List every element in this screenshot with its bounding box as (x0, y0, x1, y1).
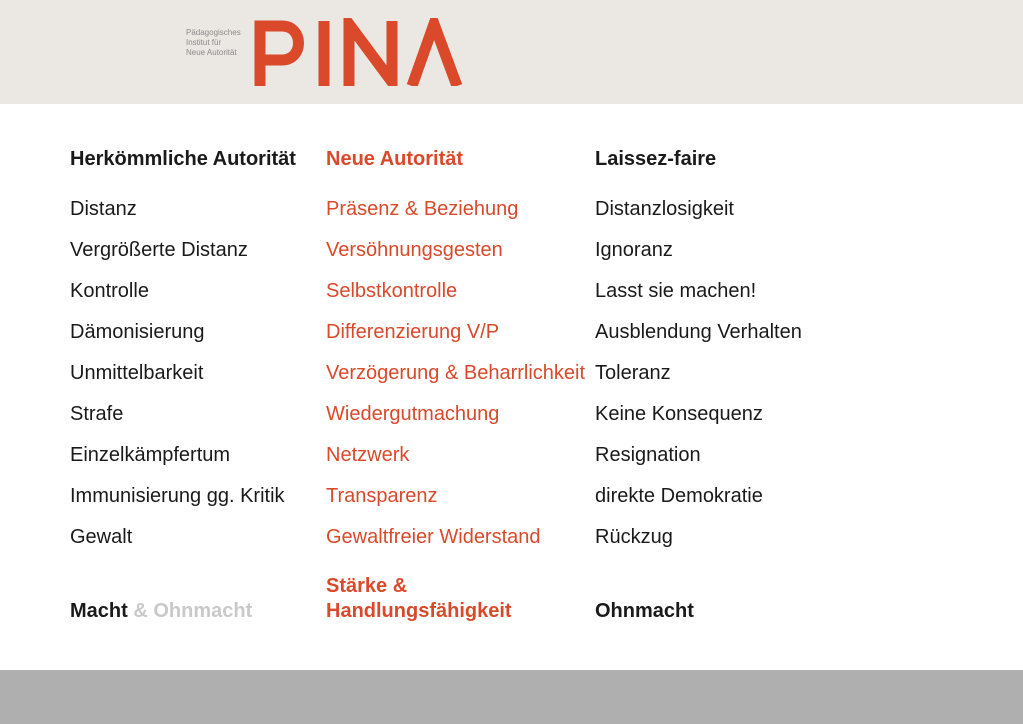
list-item: Ignoranz (595, 239, 673, 261)
institute-line: Institut für (186, 38, 222, 47)
list-item: Verzögerung & Beharrlichkeit (326, 362, 586, 384)
list-item: Lasst sie machen! (595, 280, 757, 302)
list-item: Distanzlosigkeit (595, 198, 734, 220)
list-item: Dämonisierung (70, 321, 205, 343)
list-item: Differenzierung V/P (326, 321, 500, 343)
list-item: Unmittelbarkeit (70, 362, 204, 384)
list-item: Immunisierung gg. Kritik (70, 485, 285, 507)
list-item: Resignation (595, 444, 701, 466)
footer-suffix-text: & Ohnmacht (133, 600, 253, 622)
list-item: Strafe (70, 403, 124, 425)
footer-bar (0, 670, 1023, 724)
list-item: Versöhnungsgesten (326, 239, 503, 261)
list-item: Vergrößerte Distanz (70, 239, 248, 261)
list-item: Gewaltfreier Widerstand (326, 526, 541, 548)
institute-line: Neue Autorität (186, 48, 237, 57)
column-header-new: Neue Autorität (326, 148, 464, 170)
list-item: Distanz (70, 198, 137, 220)
column-footer-new-line1: Stärke & (326, 575, 408, 597)
header-bar (0, 0, 1023, 104)
list-item: Transparenz (326, 485, 438, 507)
list-item: Wiedergutmachung (326, 403, 500, 425)
column-footer-traditional (70, 599, 252, 623)
list-item: Rückzug (595, 526, 673, 548)
list-item: Selbstkontrolle (326, 280, 458, 302)
list-item: Gewalt (70, 526, 133, 548)
institute-name (186, 28, 241, 58)
list-item: direkte Demokratie (595, 485, 763, 507)
pina-logo (254, 18, 464, 86)
column-header-laissez-faire: Laissez-faire (595, 148, 717, 170)
list-item: Kontrolle (70, 280, 149, 302)
footer-main-text: Macht (70, 600, 128, 622)
list-item: Einzelkämpfertum (70, 444, 231, 466)
column-footer-new-line2: Handlungsfähigkeit (326, 600, 512, 622)
list-item: Präsenz & Beziehung (326, 198, 519, 220)
list-item: Ausblendung Verhalten (595, 321, 802, 343)
list-item: Toleranz (595, 362, 671, 384)
column-header-traditional: Herkömmliche Autorität (70, 148, 296, 170)
institute-line: Pädagogisches (186, 28, 241, 37)
list-item: Netzwerk (326, 444, 410, 466)
column-footer-laissez-faire: Ohnmacht (595, 600, 694, 622)
list-item: Keine Konsequenz (595, 403, 763, 425)
